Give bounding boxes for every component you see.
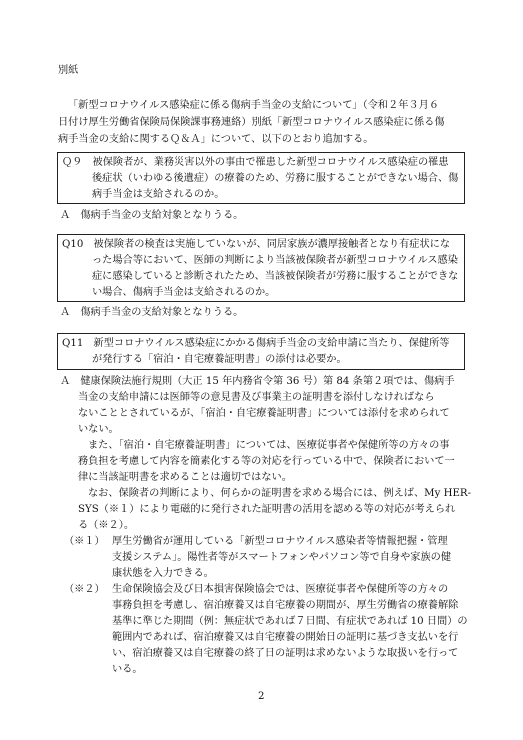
answer-q11-line: Ａ 健康保険法施行規則（大正 15 年内務省令第 36 号）第 84 条第２項では、傷病手	[60, 376, 455, 387]
answer-q11-line: なお、保険者の判断により、何らかの証明書を求める場合には、例えば、My HER-	[88, 488, 472, 499]
answer-q11-line: 当金の支給申請には医師等の意見書及び事業主の証明書を添付しなければなら	[78, 392, 435, 403]
footnote-line: 基準に準じた期間（例：無症状であれば７日間、有症状であれば 10 日間）の	[112, 616, 468, 627]
question-q9-line: Ｑ９ 被保険者が、業務災害以外の事由で罹患した新型コロナウイルス感染症の罹患	[62, 157, 449, 168]
header-label: 別紙	[58, 65, 79, 76]
footnote-label: （※２）	[64, 584, 105, 595]
footnote-line: いる。	[112, 664, 143, 675]
question-q11-line: が発行する「宿泊・自宅療養証明書」の添付は必要か。	[92, 354, 347, 365]
intro-line: 「新型コロナウイルス感染症に係る傷病手当金の支給について」（令和２年３月６	[68, 100, 440, 111]
question-q11-line: Q11 新型コロナウイルス感染症にかかる傷病手当金の支給申請に当たり、保健所等	[62, 338, 450, 349]
footnote-line: 生命保険協会及び日本損害保険協会では、医療従事者や保健所等の方々の	[112, 584, 449, 595]
intro-line: 日付け厚生労働省保険局保険課事務連絡）別紙「新型コロナウイルス感染症に係る傷	[58, 117, 445, 128]
question-q9-line: 後症状（いわゆる後遺症）の療養のため、労務に服することができない場合、傷	[92, 173, 459, 184]
question-q10-line: 症に感染していると診断されたため、当該被保険者が労務に服することができな	[92, 271, 459, 282]
answer-q11-line: また、「宿泊・自宅療養証明書」については、医療従事者や保健所等の方々の事	[88, 440, 450, 451]
question-q10-line: った場合等において、医師の判断により当該被保険者が新型コロナウイルス感染	[92, 255, 458, 266]
answer-q11-line: 律に当該証明書を求めることは適切ではない。	[78, 472, 292, 483]
answer-q11-line: 務負担を考慮して内容を簡素化する等の対応を行っている中で、保険者において一	[78, 456, 455, 467]
question-q9-line: 病手当金は支給されるのか。	[92, 189, 225, 200]
answer-q9: Ａ 傷病手当金の支給対象となりうる。	[60, 210, 244, 221]
answer-q11-line: いない。	[78, 424, 119, 435]
footnote-line: 康状態を入力できる。	[112, 568, 214, 579]
footnote-line: 支援システム」。陽性者等がスマートフォンやパソコン等で自身や家族の健	[112, 552, 452, 563]
answer-q10: Ａ 傷病手当金の支給対象となりうる。	[60, 307, 244, 318]
answer-q11-line: SYS（※１）により電磁的に発行された証明書の活用を認める等の対応が考えられ	[78, 504, 456, 515]
question-q10-line: Q10 被保険者の検査は実施していないが、同居家族が濃厚接触者となり有症状にな	[62, 239, 451, 250]
footnote-label: （※１）	[64, 536, 105, 547]
footnote-line: 厚生労働省が運用している「新型コロナウイルス感染者等情報把握・管理	[112, 536, 448, 547]
answer-q11-line: る（※２）。	[78, 520, 135, 531]
answer-q11-line: ないこととされているが、「宿泊・自宅療養証明書」については添付を求められて	[78, 408, 450, 419]
intro-line: 病手当金の支給に関するＱ＆Ａ」について、以下のとおり追加する。	[58, 134, 374, 145]
footnote-line: 範囲内であれば、宿泊療養又は自宅療養の開始日の証明に基づき支払いを行	[112, 632, 459, 643]
question-q10-line: い場合、傷病手当金は支給されるのか。	[92, 287, 276, 298]
footnote-line: い、宿泊療養又は自宅療養の終了日の証明は求めないような取扱いを行って	[112, 648, 459, 659]
page-number: 2	[258, 691, 265, 702]
footnote-line: 事務負担を考慮し、宿泊療養又は自宅療養の期間が、厚生労働省の療養解除	[112, 600, 459, 611]
